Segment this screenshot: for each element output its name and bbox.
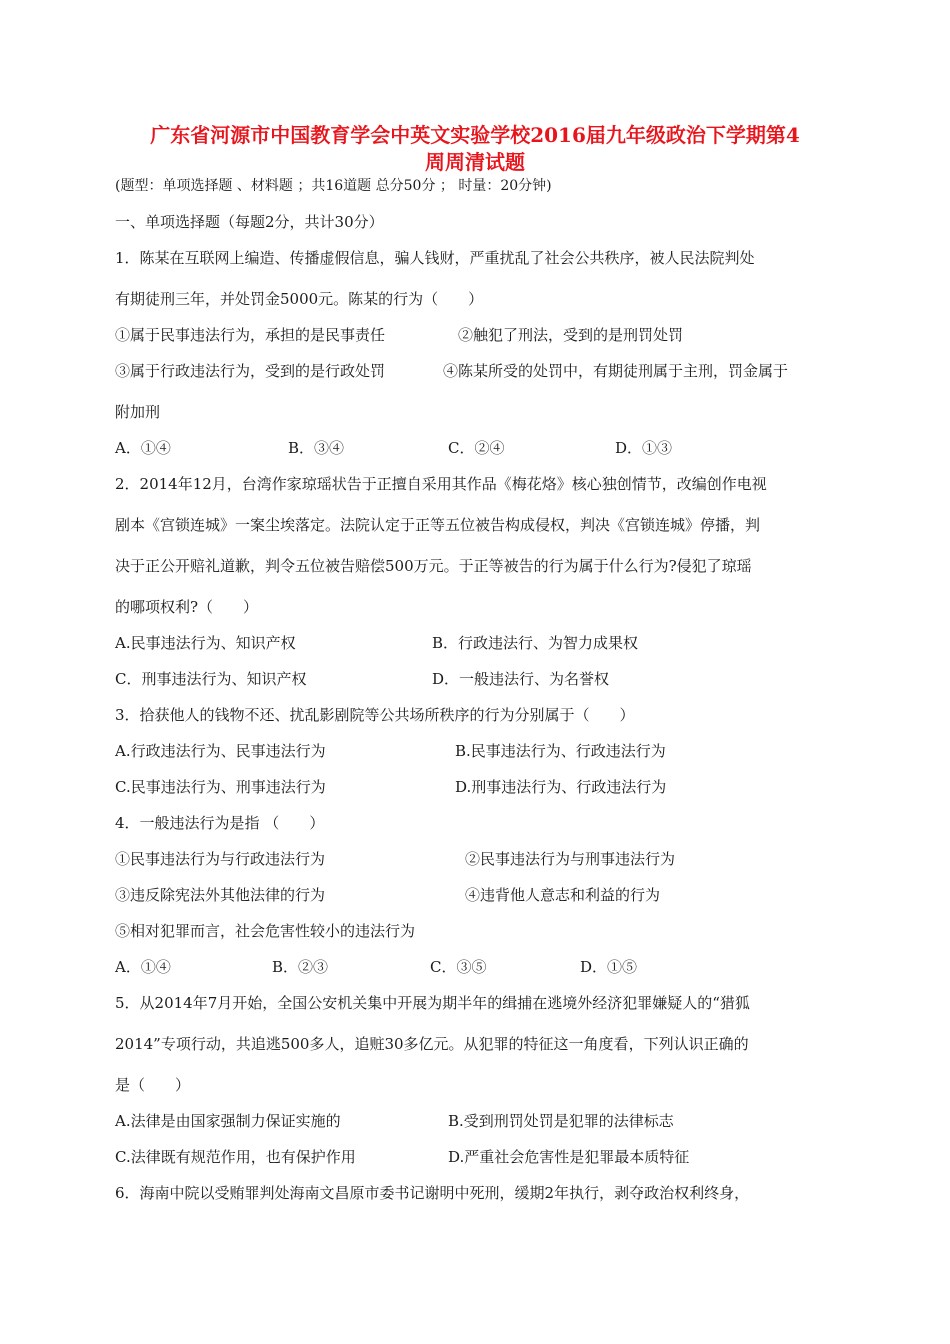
q1-stem-line-2: 有期徒刑三年，并处罚金5000元。陈某的行为（ ）: [115, 290, 484, 308]
q3-option-a: A.行政违法行为、民事违法行为: [115, 742, 326, 760]
q4-statement-3: ③违反除宪法外其他法律的行为: [115, 886, 326, 904]
q4-option-b: B．②③: [272, 958, 329, 976]
q5-option-c: C.法律既有规范作用，也有保护作用: [115, 1148, 356, 1166]
q1-statement-2: ②触犯了刑法，受到的是刑罚处罚: [458, 326, 684, 344]
section-heading: 一、单项选择题（每题2分，共计30分）: [115, 213, 384, 231]
q4-statement-2: ②民事违法行为与刑事违法行为: [465, 850, 676, 868]
q4-statement-5: ⑤相对犯罪而言，社会危害性较小的违法行为: [115, 922, 416, 940]
q4-option-d: D．①⑤: [580, 958, 638, 976]
q2-option-b: B．行政违法行、为智力成果权: [432, 634, 639, 652]
q4-option-c: C．③⑤: [430, 958, 487, 976]
q1-option-a: A．①④: [115, 439, 171, 457]
q2-stem-line-4: 的哪项权利?（ ）: [115, 598, 259, 616]
q1-option-d: D．①③: [615, 439, 673, 457]
q1-statement-4: ④陈某所受的处罚中，有期徒刑属于主刑，罚金属于: [443, 362, 789, 380]
q2-option-d: D．一般违法行、为名誉权: [432, 670, 610, 688]
q2-option-a: A.民事违法行为、知识产权: [115, 634, 296, 652]
q4-statement-4: ④违背他人意志和利益的行为: [465, 886, 661, 904]
q4-option-a: A．①④: [115, 958, 171, 976]
q2-stem-line-1: 2．2014年12月，台湾作家琼瑶状告于正擅自采用其作品《梅花烙》核心独创情节，改编创作电视: [115, 475, 767, 493]
q1-stem-line-1: 1．陈某在互联网上编造、传播虚假信息，骗人钱财，严重扰乱了社会公共秩序，被人民法院判处: [115, 249, 755, 267]
q5-stem-line-3: 是（ ）: [115, 1076, 191, 1094]
q1-option-b: B．③④: [288, 439, 345, 457]
document-title: [100, 122, 850, 176]
q2-stem-line-2: 剧本《宫锁连城》一案尘埃落定。法院认定于正等五位被告构成侵权，判决《宫锁连城》停播，判: [115, 516, 761, 534]
q1-statement-3: ③属于行政违法行为，受到的是行政处罚: [115, 362, 386, 380]
q5-stem-line-1: 5．从2014年7月开始，全国公安机关集中开展为期半年的缉捕在逃境外经济犯罪嫌疑人的“猎狐: [115, 994, 750, 1012]
q3-option-b: B.民事违法行为、行政违法行为: [455, 742, 666, 760]
q6-stem-line-1: 6．海南中院以受贿罪判处海南文昌原市委书记谢明中死刑，缓期2年执行，剥夺政治权利终身，: [115, 1184, 750, 1202]
q1-statement-4-cont: 附加刑: [115, 403, 161, 421]
q5-option-b: B.受到刑罚处罚是犯罪的法律标志: [448, 1112, 674, 1130]
q1-statement-1: ①属于民事违法行为，承担的是民事责任: [115, 326, 386, 344]
q3-stem: 3．拾获他人的钱物不还、扰乱影剧院等公共场所秩序的行为分别属于（ ）: [115, 706, 635, 724]
q4-statement-1: ①民事违法行为与行政违法行为: [115, 850, 326, 868]
q5-stem-line-2: 2014”专项行动，共追逃500多人，追赃30多亿元。从犯罪的特征这一角度看，下列认识正确的: [115, 1035, 749, 1053]
q4-stem: 4．一般违法行为是指 （ ）: [115, 814, 325, 832]
q3-option-d: D.刑事违法行为、行政违法行为: [455, 778, 667, 796]
exam-meta: (题型：单项选择题 、材料题 ；共16道题 总分50分 ； 时量：20分钟): [115, 178, 552, 194]
title-line-2: 周周清试题: [425, 150, 525, 174]
q2-option-c: C．刑事违法行为、知识产权: [115, 670, 307, 688]
q3-option-c: C.民事违法行为、刑事违法行为: [115, 778, 326, 796]
q5-option-a: A.法律是由国家强制力保证实施的: [115, 1112, 341, 1130]
q5-option-d: D.严重社会危害性是犯罪最本质特征: [448, 1148, 690, 1166]
q1-option-c: C．②④: [448, 439, 505, 457]
title-line-1: 广东省河源市中国教育学会中英文实验学校2016届九年级政治下学期第4: [150, 123, 800, 147]
q2-stem-line-3: 决于正公开赔礼道歉，判令五位被告赔偿500万元。于正等被告的行为属于什么行为?侵犯了琼瑶: [115, 557, 752, 575]
